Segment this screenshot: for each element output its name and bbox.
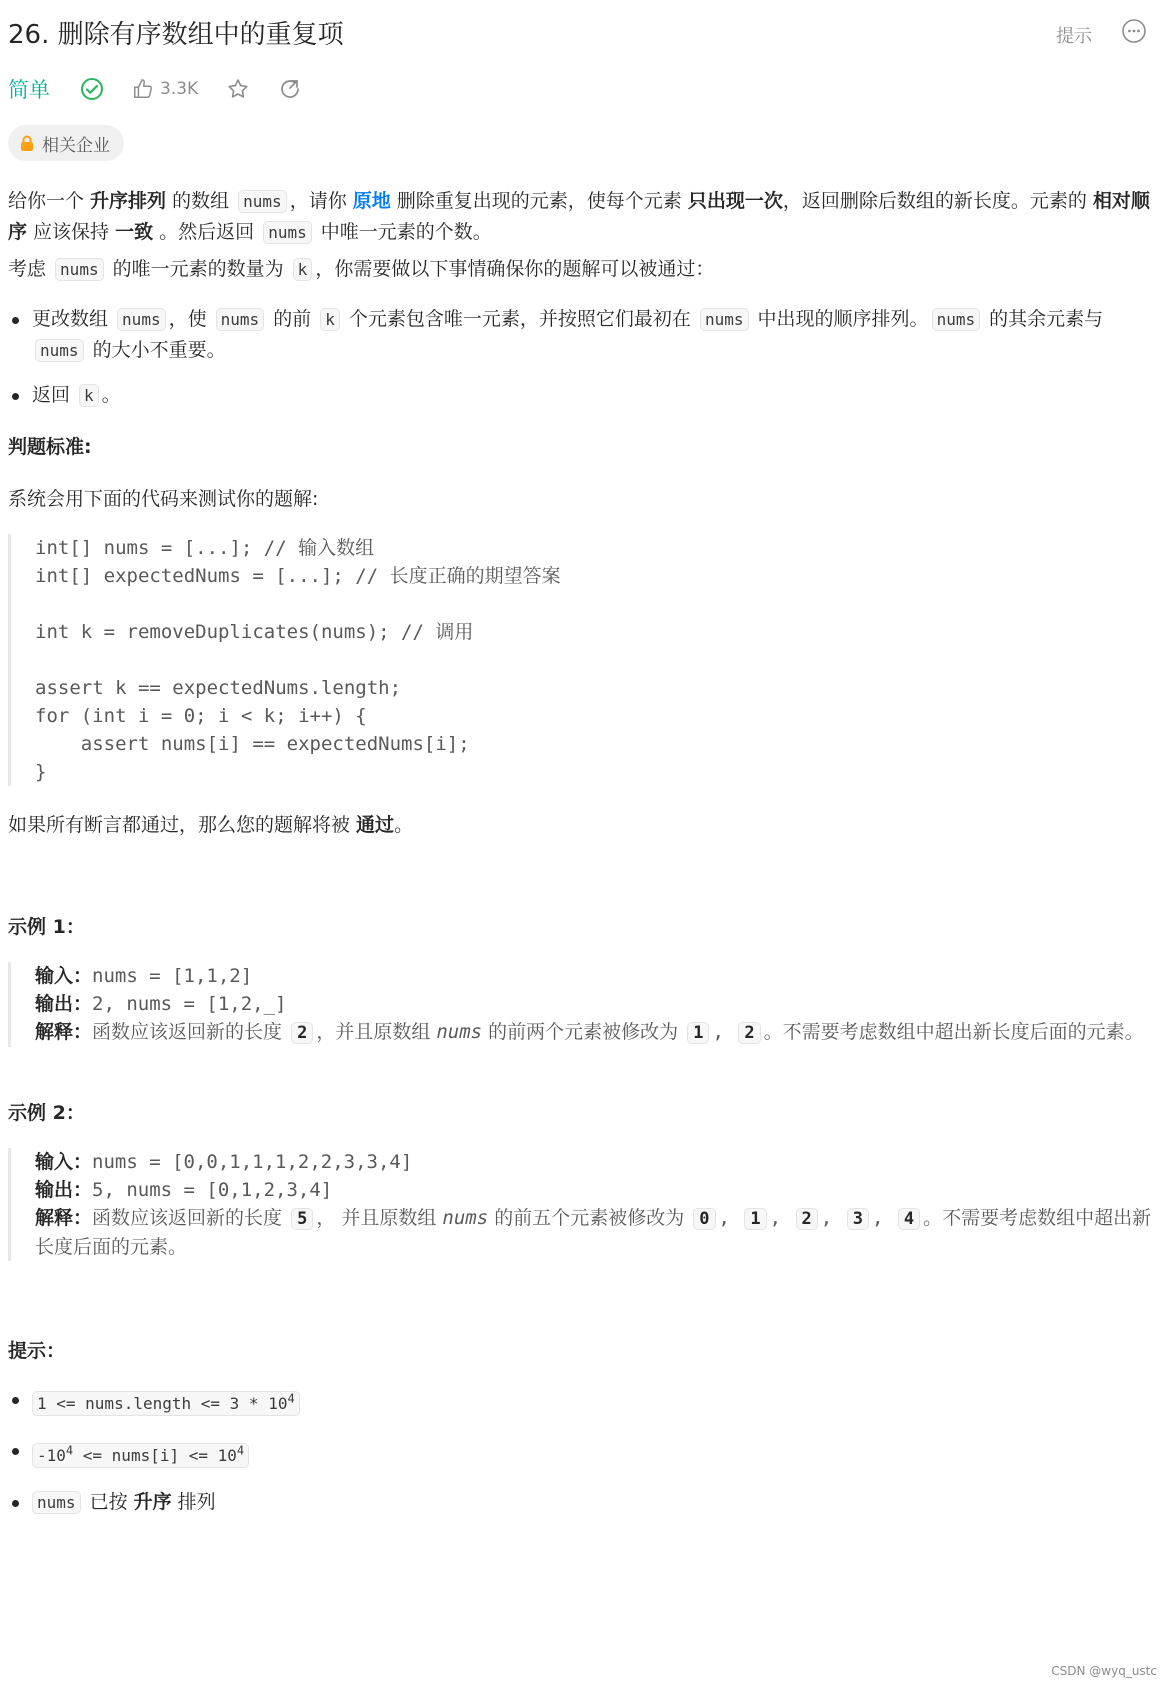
- list-item: 1 <= nums.length <= $3 * 10^4$: [8, 1384, 1148, 1419]
- constraints-heading: 提示：: [8, 1340, 66, 1362]
- lock-icon: [20, 135, 34, 151]
- judge-code-block: int[] nums = [...]; // 输入数组 int[] expectedNums = [...]; // 长度正确的期望答案 int k = removeDuplicates(nums); // 调用 assert k == expectedNums.length; for (int i = 0; i < k; i++) { assert nums[i] == expectedNums[i]; }: [8, 534, 1171, 786]
- judge-outro: 如果所有断言都通过，那么您的题解将被 通过。: [8, 814, 414, 836]
- problem-title: 26. 删除有序数组中的重复项: [8, 20, 344, 50]
- list-item: 返回 k 。: [8, 380, 1148, 411]
- requirements-list: [8, 304, 1148, 411]
- more-icon[interactable]: [1121, 18, 1147, 44]
- watermark: CSDN @wyq_ustc: [1051, 1664, 1157, 1678]
- list-item: nums 已按 升序 排列: [8, 1487, 1148, 1518]
- share-icon: [278, 77, 302, 101]
- description-paragraph-2: 考虑 nums 的唯一元素的数量为 k ，你需要做以下事情确保你的题解可以被通过：: [8, 258, 715, 280]
- in-place-link[interactable]: 原地: [352, 190, 391, 212]
- related-companies-tag[interactable]: [8, 125, 124, 161]
- description-paragraph-1: 给你一个 升序排列 的数组 nums ，请你 原地 删除重复出现的元素，使每个元素 只出现一次，返回删除后数组的新长度。元素的 相对顺序 应该保持 一致 。然后返回 nums 中唯一元素的个数。: [8, 190, 1150, 243]
- example-1-block: 输入：nums = [1,1,2] 输出：2, nums = [1,2,_] 解释：函数应该返回新的长度 2 ，并且原数组 nums 的前两个元素被修改为 1 , 2 。不需要考虑数组中超出新长度后面的元素。: [8, 962, 1155, 1047]
- tag-label: 相关企业: [42, 135, 110, 156]
- list-item: 更改数组 nums ，使 nums 的前 k 个元素包含唯一元素，并按照它们最初在 nums 中出现的顺序排列。 nums 的其余元素与 nums 的大小不重要。: [8, 304, 1148, 366]
- meta-row: [8, 72, 330, 106]
- thumbs-up-icon: [132, 78, 154, 100]
- difficulty-badge: 简单: [8, 78, 50, 102]
- constraints-list: [8, 1384, 1148, 1518]
- hint-link[interactable]: 提示: [1056, 26, 1092, 47]
- like-button[interactable]: [132, 78, 198, 100]
- judge-heading: 判题标准:: [8, 436, 92, 458]
- judge-intro: 系统会用下面的代码来测试你的题解:: [8, 488, 319, 510]
- example-1-heading: 示例 1：: [8, 916, 85, 938]
- like-count: 3.3K: [160, 79, 199, 99]
- favorite-button[interactable]: [226, 77, 250, 101]
- solved-check-icon: [80, 77, 104, 101]
- example-2-heading: 示例 2：: [8, 1102, 85, 1124]
- example-2-block: 输入：nums = [0,0,1,1,1,2,2,3,3,4] 输出：5, nums = [0,1,2,3,4] 解释：函数应该返回新的长度 5 ， 并且原数组 nums 的前五个元素被修改为 0 , 1 , 2 , 3 , 4 。不需要考虑数组中超出新长度后面的元素。: [8, 1148, 1155, 1261]
- list-item: $-10^4$ <= nums[i] <= $10^4$: [8, 1435, 1148, 1470]
- star-icon: [226, 77, 250, 101]
- share-button[interactable]: [278, 77, 302, 101]
